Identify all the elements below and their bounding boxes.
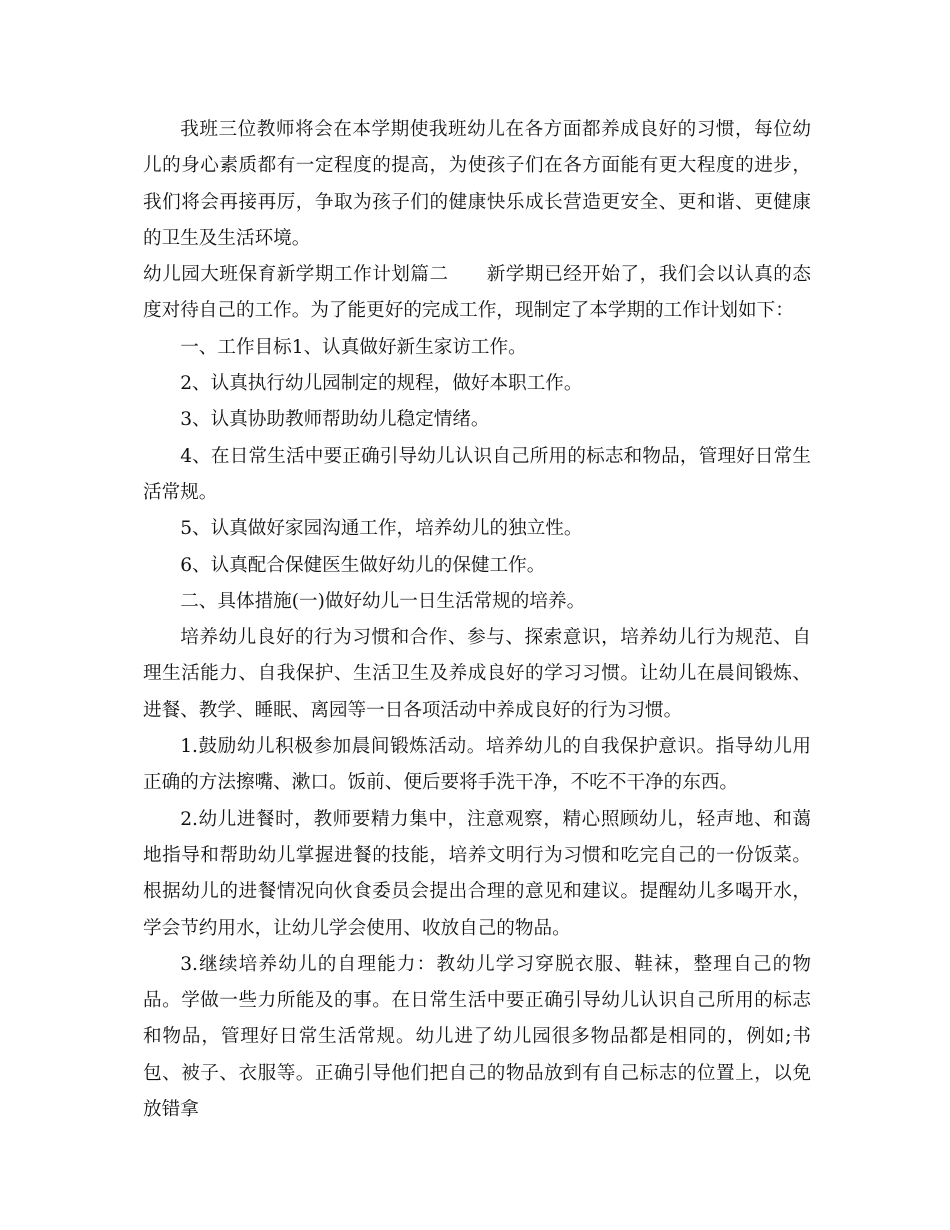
paragraph-10: 培养幼儿良好的行为习惯和合作、参与、探索意识，培养幼儿行为规范、自理生活能力、自我保护、生活卫生及养成良好的学习习惯。让幼儿在晨间锻炼、进餐、教学、睡眠、离园等一日各项活动中养成良好的行为习惯。 [143, 627, 811, 721]
paragraph-6: 4、在日常生活中要正确引导幼儿认识自己所用的标志和物品，管理好日常生活常规。 [143, 445, 811, 503]
paragraph-7: 5、认真做好家园沟通工作，培养幼儿的独立性。 [180, 518, 583, 540]
paragraph-12: 2.幼儿进餐时，教师要精力集中，注意观察，精心照顾幼儿，轻声地、和蔼地指导和帮助幼儿掌握进餐的技能，培养文明行为习惯和吃完自己的一份饭菜。根据幼儿的进餐情况向伙食委员会提出合理的意见和建议。提醒幼儿多喝开水，学会节约用水，让幼儿学会使用、收放自己的物品。 [143, 808, 811, 939]
paragraph-2: 幼儿园大班保育新学期工作计划篇二 新学期已经开始了，我们会以认真的态度对待自己的工作。为了能更好的完成工作，现制定了本学期的工作计划如下： [143, 264, 811, 322]
paragraph-4: 2、认真执行幼儿园制定的规程，做好本职工作。 [180, 373, 583, 395]
document-page [143, 112, 811, 1128]
paragraph-11: 1.鼓励幼儿积极参加晨间锻炼活动。培养幼儿的自我保护意识。指导幼儿用正确的方法擦嘴、漱口。饭前、便后要将手洗干净，不吃不干净的东西。 [143, 736, 811, 794]
paragraph-8: 6、认真配合保健医生做好幼儿的保健工作。 [180, 554, 546, 576]
paragraph-13: 3.继续培养幼儿的自理能力：教幼儿学习穿脱衣服、鞋袜，整理自己的物品。学做一些力所能及的事。在日常生活中要正确引导幼儿认识自己所用的标志和物品，管理好日常生活常规。幼儿进了幼儿园很多物品都是相同的，例如;书包、被子、衣服等。正确引导他们把自己的物品放到有自己标志的位置上，以免放错拿 [143, 953, 811, 1121]
paragraph-9: 二、具体措施(一)做好幼儿一日生活常规的培养。 [180, 590, 586, 612]
paragraph-3: 一、工作目标1、认真做好新生家访工作。 [180, 336, 527, 358]
paragraph-5: 3、认真协助教师帮助幼儿稳定情绪。 [180, 409, 490, 431]
paragraph-1: 我班三位教师将会在本学期使我班幼儿在各方面都养成良好的习惯，每位幼儿的身心素质都有一定程度的提高，为使孩子们在各方面能有更大程度的进步，我们将会再接再厉，争取为孩子们的健康快乐成长营造更安全、更和谐、更健康的卫生及生活环境。 [143, 119, 811, 249]
